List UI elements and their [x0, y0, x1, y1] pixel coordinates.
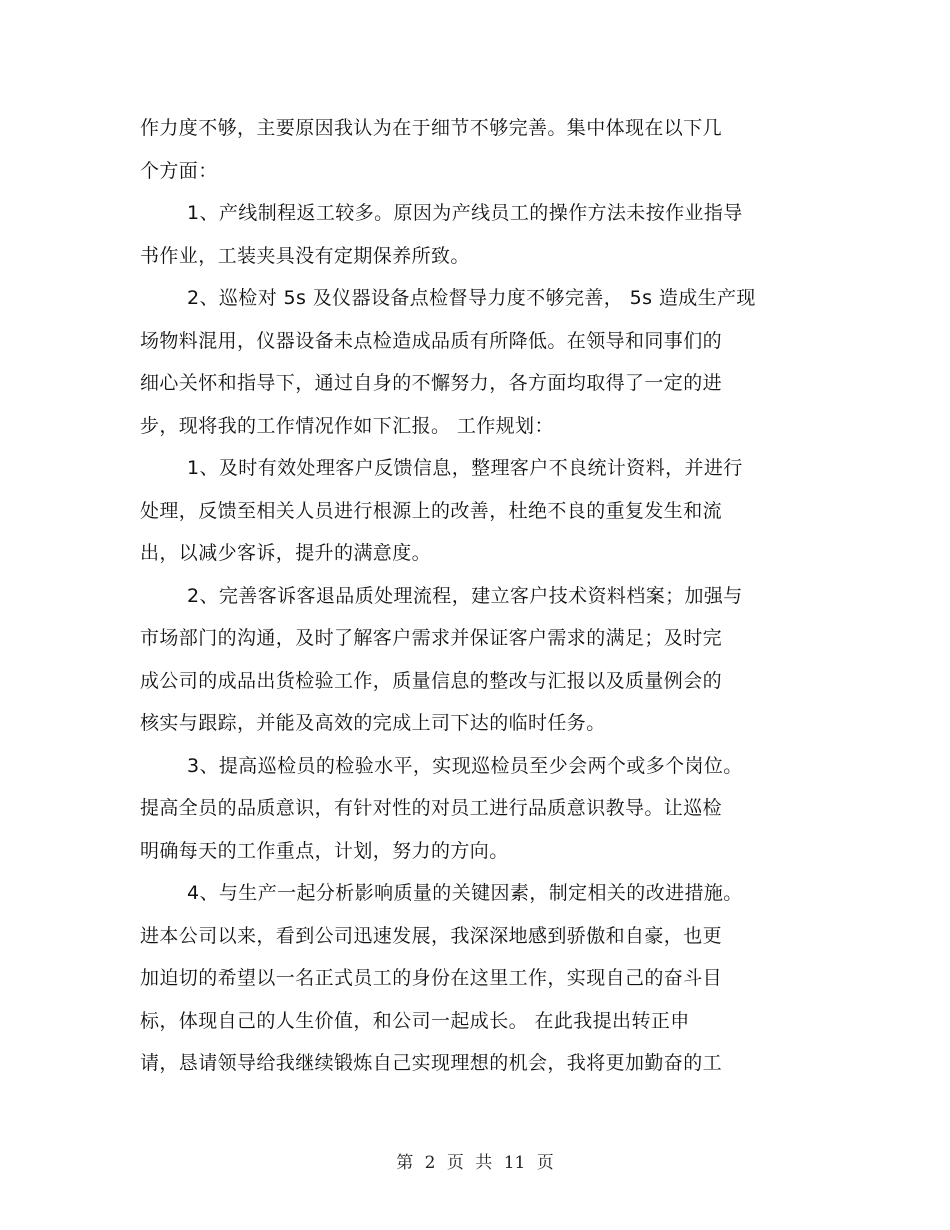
body-line: 市场部门的沟通，及时了解客户需求并保证客户需求的满足；及时完 — [140, 627, 723, 649]
body-line: 1、及时有效处理客户反馈信息，整理客户不良统计资料，并进行 — [187, 457, 743, 479]
body-line: 出，以减少客诉，提升的满意度。 — [140, 542, 432, 564]
body-line: 书作业，工装夹具没有定期保养所致。 — [140, 245, 470, 267]
body-line: 作力度不够，主要原因我认为在于细节不够完善。集中体现在以下几 — [140, 117, 723, 139]
body-line: 成公司的成品出货检验工作，质量信息的整改与汇报以及质量例会的 — [140, 670, 723, 692]
body-line: 4、与生产一起分析影响质量的关键因素，制定相关的改进措施。 — [187, 882, 743, 904]
body-line: 2、完善客诉客退品质处理流程，建立客户技术资料档案；加强与 — [187, 585, 743, 607]
body-line: 处理，反馈至相关人员进行根源上的改善，杜绝不良的重复发生和流 — [140, 500, 723, 522]
body-line: 进本公司以来，看到公司迅速发展，我深深地感到骄傲和自豪，也更 — [140, 925, 723, 947]
body-line: 标，体现自己的人生价值，和公司一起成长。 在此我提出转正申 — [140, 1010, 690, 1032]
body-line: 提高全员的品质意识，有针对性的对员工进行品质意识教导。让巡检 — [140, 797, 723, 819]
body-line: 个方面： — [140, 160, 218, 182]
body-line: 2、巡检对 5s 及仪器设备点检督导力度不够完善， 5s 造成生产现 — [187, 287, 756, 309]
body-line: 明确每天的工作重点，计划，努力的方向。 — [140, 840, 509, 862]
body-line: 场物料混用，仪器设备未点检造成品质有所降低。在领导和同事们的 — [140, 330, 723, 352]
body-line: 请，恳请领导给我继续锻炼自己实现理想的机会，我将更加勤奋的工 — [140, 1052, 723, 1074]
body-line: 核实与跟踪，并能及高效的完成上司下达的临时任务。 — [140, 712, 606, 734]
body-line: 步，现将我的工作情况作如下汇报。 工作规划： — [140, 415, 554, 437]
body-line: 1、产线制程返工较多。原因为产线员工的操作方法未按作业指导 — [187, 202, 743, 224]
body-line: 加迫切的希望以一名正式员工的身份在这里工作，实现自己的奋斗目 — [140, 967, 723, 989]
page-number-footer: 第 2 页 共 11 页 — [396, 1153, 554, 1173]
body-line: 3、提高巡检员的检验水平，实现巡检员至少会两个或多个岗位。 — [187, 755, 743, 777]
body-line: 细心关怀和指导下，通过自身的不懈努力，各方面均取得了一定的进 — [140, 372, 723, 394]
